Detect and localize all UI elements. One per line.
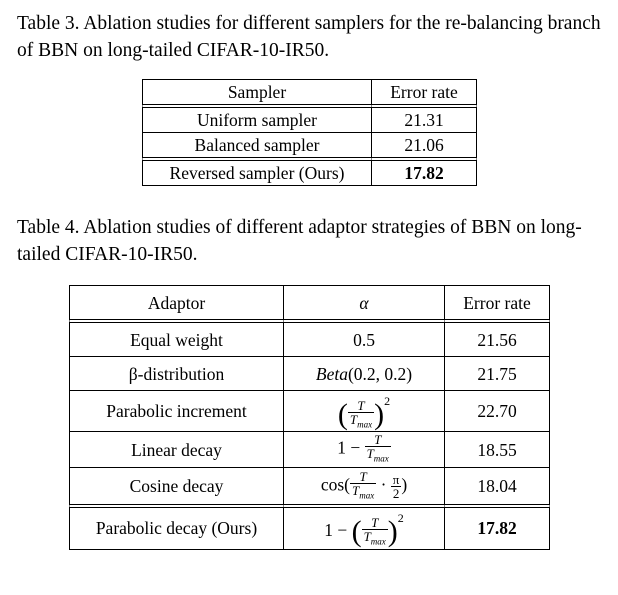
table4-cell-alpha: cos( $\frac{T}{T_{max}}$ · $\frac{\pi}{2}$ ) — [284, 468, 445, 508]
table4-cell-adaptor: Linear decay — [69, 432, 284, 468]
table3-header-row — [142, 79, 477, 108]
table4-cell-alpha: 0.5 — [284, 323, 445, 357]
table-row — [69, 508, 550, 549]
table3-cell-sampler: Reversed sampler (Ours) — [142, 161, 372, 186]
table3-cell-error: 21.31 — [372, 108, 477, 132]
table4-header-error-rate: Error rate — [445, 285, 550, 323]
table-row — [69, 468, 550, 508]
table4-cell-error: 18.55 — [445, 432, 550, 468]
table4-cell-adaptor: Parabolic decay (Ours) — [69, 508, 284, 549]
table4-cell-error: 18.04 — [445, 468, 550, 508]
table4-cell-error: 17.82 — [445, 508, 550, 549]
table-row — [69, 432, 550, 468]
table4-header-alpha: α — [284, 285, 445, 323]
table-row — [69, 323, 550, 357]
table4-cell-error: 21.56 — [445, 323, 550, 357]
table4-cell-alpha: 1 − $\frac{T}{T_{max}}$ — [284, 432, 445, 468]
table4-cell-adaptor: Equal weight — [69, 323, 284, 357]
table4-caption: Table 4. Ablation studies of different adaptor strategies of BBN on long-tailed CIFAR-10-IR50. — [17, 217, 582, 265]
table3-cell-error: 21.06 — [372, 132, 477, 161]
table4-cell-alpha: Beta(0.2, 0.2) — [284, 357, 445, 391]
table4-cell-error: 22.70 — [445, 391, 550, 432]
table3 — [142, 79, 477, 186]
table-row — [142, 161, 477, 186]
table4-cell-adaptor: Parabolic increment — [69, 391, 284, 432]
table4-header-adaptor: Adaptor — [69, 285, 284, 323]
table-row — [69, 357, 550, 391]
table-row — [142, 108, 477, 132]
table4-cell-alpha: 1 − ( $\frac{T}{T_{max}}$ )$^2$ — [284, 508, 445, 549]
table-row — [69, 391, 550, 432]
table4 — [69, 285, 550, 550]
table3-cell-sampler: Uniform sampler — [142, 108, 372, 132]
table3-cell-error: 17.82 — [372, 161, 477, 186]
table4-cell-alpha: ( $\frac{T}{T_{max}}$ )$^2$ — [284, 391, 445, 432]
table-row — [142, 132, 477, 161]
table4-header-row — [69, 285, 550, 323]
table4-cell-error: 21.75 — [445, 357, 550, 391]
table3-header-error-rate: Error rate — [372, 79, 477, 108]
table4-cell-adaptor: Cosine decay — [69, 468, 284, 508]
table3-header-sampler: Sampler — [142, 79, 372, 108]
table4-cell-adaptor: β-distribution — [69, 357, 284, 391]
table3-cell-sampler: Balanced sampler — [142, 132, 372, 161]
table3-caption: Table 3. Ablation studies for different samplers for the re-balancing branch of BBN on long-tailed CIFAR-10-IR50. — [17, 13, 601, 61]
